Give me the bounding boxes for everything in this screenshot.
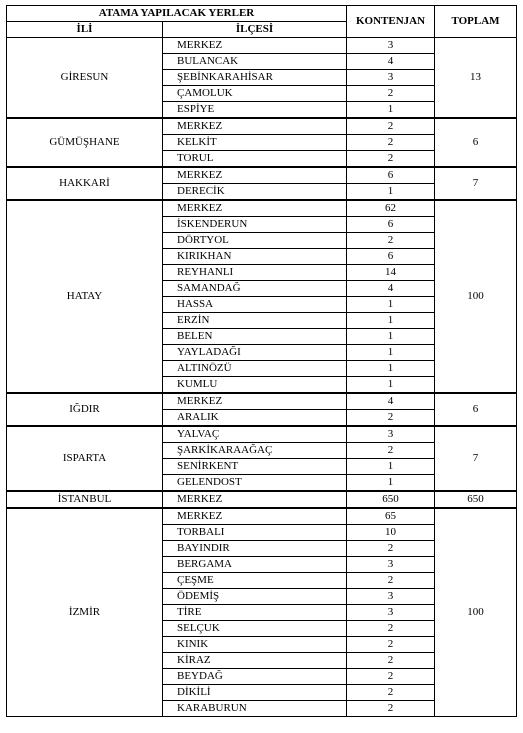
ilce-cell: ERZİN — [163, 313, 347, 329]
ilce-cell: ESPİYE — [163, 102, 347, 119]
kontenjan-cell: 6 — [347, 217, 435, 233]
ilce-cell: REYHANLI — [163, 265, 347, 281]
kontenjan-cell: 3 — [347, 70, 435, 86]
kontenjan-cell: 3 — [347, 589, 435, 605]
ilce-cell: KIRIKHAN — [163, 249, 347, 265]
table-row — [7, 426, 517, 443]
kontenjan-cell: 1 — [347, 459, 435, 475]
kontenjan-cell: 14 — [347, 265, 435, 281]
ilce-cell: MERKEZ — [163, 167, 347, 184]
ilce-cell: KARABURUN — [163, 701, 347, 717]
ilce-cell: MERKEZ — [163, 393, 347, 410]
table-row — [7, 200, 517, 217]
kontenjan-cell: 2 — [347, 637, 435, 653]
kontenjan-cell: 2 — [347, 653, 435, 669]
ilce-cell: BAYINDIR — [163, 541, 347, 557]
toplam-cell: 13 — [435, 38, 517, 119]
kontenjan-cell: 2 — [347, 443, 435, 459]
ilce-cell: ŞEBİNKARAHİSAR — [163, 70, 347, 86]
ilce-cell: SELÇUK — [163, 621, 347, 637]
assignment-table — [6, 5, 517, 717]
il-cell: ISPARTA — [7, 426, 163, 491]
header-row-1 — [7, 6, 517, 22]
toplam-cell: 100 — [435, 200, 517, 393]
table-row — [7, 118, 517, 135]
kontenjan-cell: 2 — [347, 701, 435, 717]
ilce-cell: İSKENDERUN — [163, 217, 347, 233]
ilce-cell: BELEN — [163, 329, 347, 345]
kontenjan-cell: 2 — [347, 233, 435, 249]
ilce-cell: ÇAMOLUK — [163, 86, 347, 102]
kontenjan-cell: 1 — [347, 313, 435, 329]
kontenjan-cell: 1 — [347, 377, 435, 394]
kontenjan-cell: 6 — [347, 167, 435, 184]
il-cell: İSTANBUL — [7, 491, 163, 508]
kontenjan-cell: 3 — [347, 557, 435, 573]
ilce-cell: ÇEŞME — [163, 573, 347, 589]
ilce-cell: MERKEZ — [163, 491, 347, 508]
kontenjan-cell: 2 — [347, 410, 435, 427]
ilce-cell: DÖRTYOL — [163, 233, 347, 249]
kontenjan-cell: 62 — [347, 200, 435, 217]
header-toplam: TOPLAM — [435, 6, 517, 38]
kontenjan-cell: 650 — [347, 491, 435, 508]
kontenjan-cell: 3 — [347, 38, 435, 54]
ilce-cell: KELKİT — [163, 135, 347, 151]
kontenjan-cell: 1 — [347, 297, 435, 313]
kontenjan-cell: 4 — [347, 281, 435, 297]
kontenjan-cell: 2 — [347, 541, 435, 557]
ilce-cell: ALTINÖZÜ — [163, 361, 347, 377]
il-cell: HAKKARİ — [7, 167, 163, 200]
ilce-cell: ÖDEMİŞ — [163, 589, 347, 605]
ilce-cell: DERECİK — [163, 184, 347, 201]
il-cell: GİRESUN — [7, 38, 163, 119]
ilce-cell: TORBALI — [163, 525, 347, 541]
header-il: İLİ — [7, 22, 163, 38]
kontenjan-cell: 1 — [347, 345, 435, 361]
ilce-cell: GELENDOST — [163, 475, 347, 492]
kontenjan-cell: 65 — [347, 508, 435, 525]
ilce-cell: KİRAZ — [163, 653, 347, 669]
kontenjan-cell: 2 — [347, 118, 435, 135]
kontenjan-cell: 2 — [347, 86, 435, 102]
table-row — [7, 167, 517, 184]
table-body — [7, 38, 517, 717]
ilce-cell: YALVAÇ — [163, 426, 347, 443]
kontenjan-cell: 2 — [347, 135, 435, 151]
kontenjan-cell: 3 — [347, 605, 435, 621]
kontenjan-cell: 10 — [347, 525, 435, 541]
ilce-cell: BEYDAĞ — [163, 669, 347, 685]
kontenjan-cell: 2 — [347, 685, 435, 701]
table-row — [7, 38, 517, 54]
kontenjan-cell: 1 — [347, 184, 435, 201]
ilce-cell: MERKEZ — [163, 508, 347, 525]
header-ilce: İLÇESİ — [163, 22, 347, 38]
toplam-cell: 6 — [435, 393, 517, 426]
ilce-cell: DİKİLİ — [163, 685, 347, 701]
ilce-cell: BULANCAK — [163, 54, 347, 70]
ilce-cell: MERKEZ — [163, 200, 347, 217]
kontenjan-cell: 1 — [347, 361, 435, 377]
table-row — [7, 491, 517, 508]
toplam-cell: 6 — [435, 118, 517, 167]
il-cell: İZMİR — [7, 508, 163, 717]
kontenjan-cell: 4 — [347, 393, 435, 410]
ilce-cell: ARALIK — [163, 410, 347, 427]
ilce-cell: ŞARKİKARAAĞAÇ — [163, 443, 347, 459]
ilce-cell: TORUL — [163, 151, 347, 168]
toplam-cell: 100 — [435, 508, 517, 717]
kontenjan-cell: 1 — [347, 329, 435, 345]
ilce-cell: HASSA — [163, 297, 347, 313]
ilce-cell: BERGAMA — [163, 557, 347, 573]
ilce-cell: KINIK — [163, 637, 347, 653]
header-kontenjan: KONTENJAN — [347, 6, 435, 38]
ilce-cell: SAMANDAĞ — [163, 281, 347, 297]
kontenjan-cell: 6 — [347, 249, 435, 265]
toplam-cell: 650 — [435, 491, 517, 508]
toplam-cell: 7 — [435, 167, 517, 200]
kontenjan-cell: 4 — [347, 54, 435, 70]
kontenjan-cell: 2 — [347, 573, 435, 589]
ilce-cell: TİRE — [163, 605, 347, 621]
kontenjan-cell: 3 — [347, 426, 435, 443]
kontenjan-cell: 2 — [347, 151, 435, 168]
table-row — [7, 393, 517, 410]
il-cell: HATAY — [7, 200, 163, 393]
ilce-cell: MERKEZ — [163, 118, 347, 135]
kontenjan-cell: 1 — [347, 475, 435, 492]
il-cell: GÜMÜŞHANE — [7, 118, 163, 167]
toplam-cell: 7 — [435, 426, 517, 491]
il-cell: IĞDIR — [7, 393, 163, 426]
ilce-cell: YAYLADAĞI — [163, 345, 347, 361]
kontenjan-cell: 1 — [347, 102, 435, 119]
table-row — [7, 508, 517, 525]
header-title: ATAMA YAPILACAK YERLER — [7, 6, 347, 22]
ilce-cell: KUMLU — [163, 377, 347, 394]
table-header — [7, 6, 517, 38]
ilce-cell: MERKEZ — [163, 38, 347, 54]
kontenjan-cell: 2 — [347, 669, 435, 685]
ilce-cell: SENİRKENT — [163, 459, 347, 475]
kontenjan-cell: 2 — [347, 621, 435, 637]
